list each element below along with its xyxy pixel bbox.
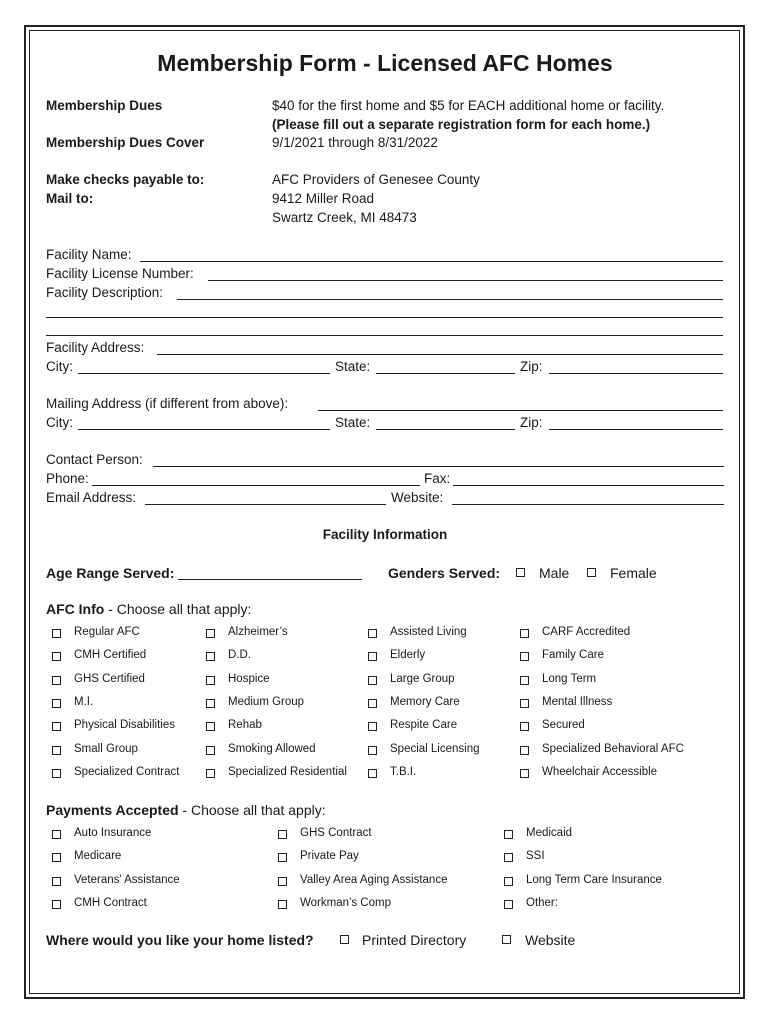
afc-option-label: CARF Accredited [542,626,631,638]
afc-option-checkbox[interactable] [206,769,215,778]
mail-line2: Swartz Creek, MI 48473 [272,210,417,225]
state-label: State: [335,359,371,374]
afc-option-checkbox[interactable] [368,699,377,708]
afc-option-label: Alzheimer’s [228,626,288,638]
payment-option-label: Auto Insurance [74,827,152,839]
afc-option-label: T.B.I. [390,765,417,778]
age-range-label: Age Range Served: [46,565,175,581]
afc-option-label: Family Care [542,649,604,662]
payment-option-checkbox[interactable] [504,830,513,839]
listing-website-label: Website [525,932,576,948]
afc-option-checkbox[interactable] [206,676,215,685]
afc-option-checkbox[interactable] [206,699,215,708]
mailing-city-label: City: [46,415,73,430]
afc-option-checkbox[interactable] [206,629,215,638]
payment-option-label: Long Term Care Insurance [526,873,662,886]
afc-option-label: Special Licensing [390,742,480,755]
facility-name-label: Facility Name: [46,247,132,262]
payment-option-label: Veterans’ Assistance [74,873,180,886]
afc-option-checkbox[interactable] [368,629,377,638]
gender-female-label: Female [610,565,657,581]
afc-option-label: Specialized Contract [74,765,180,778]
mailing-address-label: Mailing Address (if different from above): [46,396,289,411]
afc-option-label: Hospice [228,672,270,685]
afc-option-checkbox[interactable] [52,769,61,778]
afc-option-label: Physical Disabilities [74,719,175,732]
payable-value: AFC Providers of Genesee County [272,172,480,187]
payment-option-checkbox[interactable] [278,830,287,839]
payment-option-checkbox[interactable] [504,877,513,886]
genders-label: Genders Served: [388,565,501,581]
afc-option-checkbox[interactable] [206,722,215,731]
payment-option-checkbox[interactable] [504,853,513,862]
payment-option-checkbox[interactable] [52,900,61,909]
gender-female-checkbox[interactable] [587,568,596,577]
afc-option-checkbox[interactable] [520,652,529,661]
payment-option-checkbox[interactable] [278,853,287,862]
afc-option-label: Secured [542,719,585,732]
mailing-zip-label: Zip: [520,415,543,430]
mailing-zip-input[interactable] [549,429,723,430]
email-input[interactable] [145,504,386,505]
description-input-line2[interactable] [46,317,723,318]
afc-option-label: Medium Group [228,695,305,708]
phone-input[interactable] [92,485,420,486]
afc-option-label: Large Group [390,672,455,685]
afc-info-title: AFC Info [46,601,105,617]
form-title: Membership Form - Licensed AFC Homes [157,50,613,76]
facility-address-label: Facility Address: [46,340,145,355]
afc-option-checkbox[interactable] [520,722,529,731]
afc-option-checkbox[interactable] [520,676,529,685]
facility-name-input[interactable] [140,261,723,262]
payments-title: Payments Accepted [46,802,179,818]
payment-option-checkbox[interactable] [52,853,61,862]
facility-info-heading: Facility Information [322,527,448,542]
afc-option-checkbox[interactable] [520,769,529,778]
afc-option-label: Smoking Allowed [228,742,316,755]
age-range-input[interactable] [178,579,362,580]
payment-option-label: GHS Contract [300,827,372,839]
cover-label: Membership Dues Cover [46,135,205,150]
fax-label: Fax: [424,471,451,486]
afc-option-checkbox[interactable] [520,699,529,708]
mail-label: Mail to: [46,191,94,206]
website-input[interactable] [452,504,724,505]
contact-person-input[interactable] [153,466,724,467]
payment-option-label: SSI [526,850,545,863]
afc-option-checkbox[interactable] [52,699,61,708]
afc-info-heading [46,601,251,617]
afc-option-label: Regular AFC [74,626,140,638]
afc-option-checkbox[interactable] [52,652,61,661]
afc-option-label: M.I. [74,695,94,708]
afc-option-label: Assisted Living [390,626,467,638]
state-input[interactable] [376,373,515,374]
listing-printed-directory-label: Printed Directory [362,932,467,948]
payments-heading [46,802,326,818]
listing-printed-directory-checkbox[interactable] [340,935,349,944]
cover-value: 9/1/2021 through 8/31/2022 [272,135,438,150]
afc-option-checkbox[interactable] [368,722,377,731]
payment-option-label: Other: [526,896,558,909]
afc-option-label: Specialized Behavioral AFC [542,742,684,755]
afc-option-label: CMH Certified [74,649,147,662]
facility-address-input[interactable] [157,354,723,355]
city-input[interactable] [78,373,330,374]
license-number-input[interactable] [208,280,723,281]
afc-option-label: Rehab [228,719,262,732]
fax-input[interactable] [453,485,724,486]
afc-option-label: Elderly [390,649,426,662]
description-input-line3[interactable] [46,335,723,336]
gender-male-checkbox[interactable] [516,568,525,577]
zip-label: Zip: [520,359,543,374]
payment-option-checkbox[interactable] [278,877,287,886]
afc-option-checkbox[interactable] [52,676,61,685]
description-input-line1[interactable] [177,299,723,300]
mailing-state-label: State: [335,415,371,430]
afc-option-checkbox[interactable] [520,629,529,638]
afc-option-checkbox[interactable] [52,746,61,755]
payment-option-label: CMH Contract [74,896,147,909]
dues-note: (Please fill out a separate registration form for each home.) [272,117,651,132]
payable-label: Make checks payable to: [46,172,205,187]
zip-input[interactable] [549,373,723,374]
dues-label: Membership Dues [46,98,163,113]
dues-value: $40 for the first home and $5 for EACH additional home or facility. [272,98,665,113]
afc-option-checkbox[interactable] [368,746,377,755]
payment-option-label: Medicaid [526,827,573,839]
mailing-address-input[interactable] [318,410,723,411]
listing-website-checkbox[interactable] [502,935,511,944]
payments-suffix: - Choose all that apply: [178,802,326,818]
afc-option-label: Specialized Residential [228,765,347,778]
afc-option-label: Small Group [74,742,138,755]
payment-option-checkbox[interactable] [52,830,61,839]
afc-option-checkbox[interactable] [206,746,215,755]
afc-option-checkbox[interactable] [368,652,377,661]
website-label: Website: [391,490,444,505]
afc-option-label: Memory Care [390,695,460,708]
city-label: City: [46,359,73,374]
afc-option-label: D.D. [228,649,251,662]
afc-info-suffix: - Choose all that apply: [104,601,252,617]
afc-option-checkbox[interactable] [206,652,215,661]
payment-option-checkbox[interactable] [52,877,61,886]
mailing-city-input[interactable] [78,429,330,430]
license-number-label: Facility License Number: [46,266,194,281]
afc-option-label: Wheelchair Accessible [542,765,658,778]
email-label: Email Address: [46,490,137,505]
payment-option-checkbox[interactable] [278,900,287,909]
payment-option-label: Workman’s Comp [300,896,391,909]
afc-option-label: Long Term [542,672,597,685]
afc-option-label: Respite Care [390,719,458,732]
payment-option-checkbox[interactable] [504,900,513,909]
description-label: Facility Description: [46,285,164,300]
payment-option-label: Private Pay [300,850,359,863]
afc-option-checkbox[interactable] [368,676,377,685]
afc-option-label: Mental Illness [542,695,613,708]
afc-option-checkbox[interactable] [520,746,529,755]
listing-question: Where would you like your home listed? [46,932,314,948]
afc-option-checkbox[interactable] [52,629,61,638]
mail-line1: 9412 Miller Road [272,191,375,206]
gender-male-label: Male [539,565,570,581]
payment-option-label: Valley Area Aging Assistance [300,873,448,886]
payment-option-label: Medicare [74,850,122,863]
afc-option-checkbox[interactable] [368,769,377,778]
afc-option-checkbox[interactable] [52,722,61,731]
contact-person-label: Contact Person: [46,452,143,467]
phone-label: Phone: [46,471,89,486]
afc-option-label: GHS Certified [74,672,145,685]
mailing-state-input[interactable] [376,429,515,430]
